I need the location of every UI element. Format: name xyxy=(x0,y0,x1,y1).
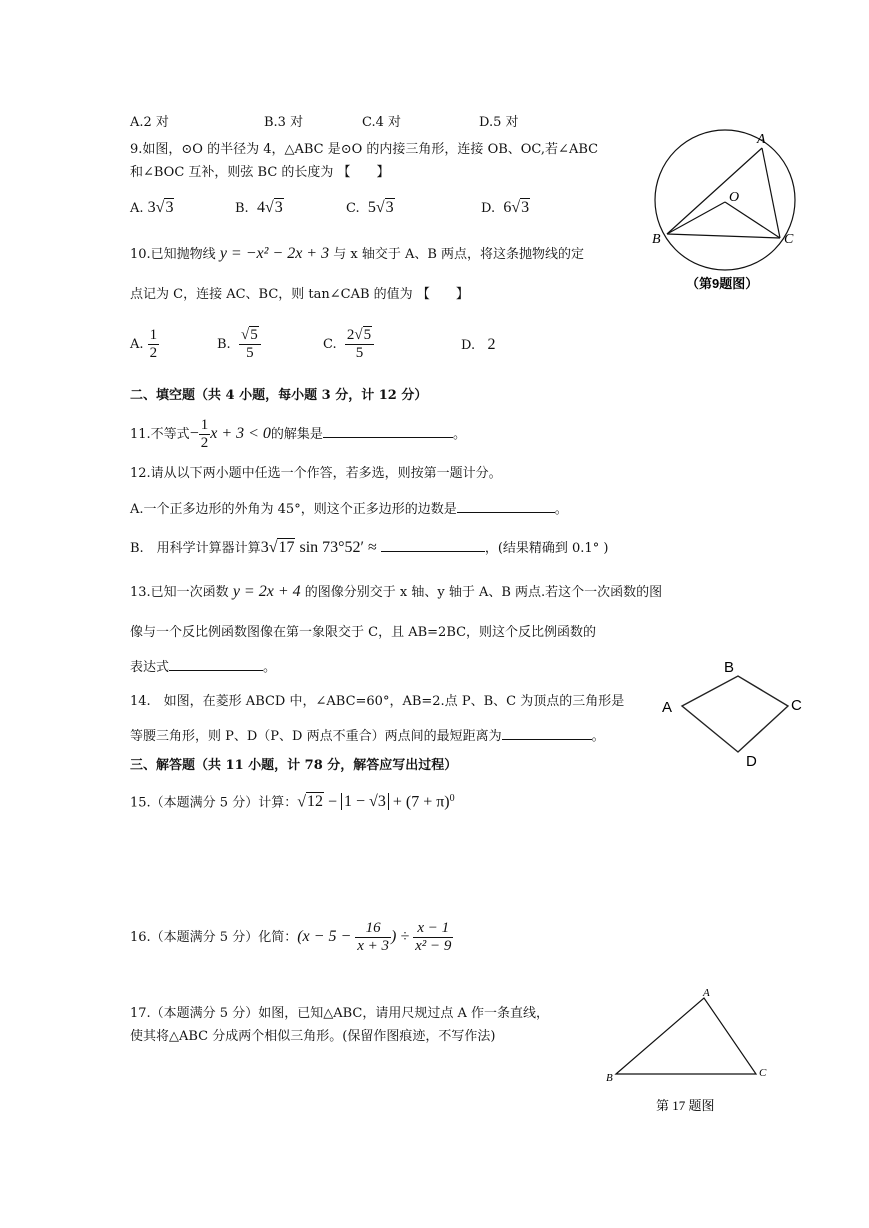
circle-o xyxy=(655,130,795,270)
text: 。 xyxy=(554,502,568,517)
sqrt-sign: √ xyxy=(297,793,306,811)
fraction xyxy=(199,417,211,452)
text: B. 用科学计算器计算 xyxy=(130,541,261,556)
q9-option-d xyxy=(481,199,530,218)
q14-line1: 14. 如图，在菱形 ABCD 中，∠ABC=60°，AB=2.点 P、B、C 为顶点的三角形是 xyxy=(130,694,625,709)
label-b: B xyxy=(606,1072,613,1084)
denominator: 5 xyxy=(246,345,254,361)
option-label: A. xyxy=(130,337,144,352)
q10-line1 xyxy=(130,245,584,264)
q13-line2: 像与一个反比例函数图像在第一象限交于 C，且 AB=2BC，则这个反比例函数的 xyxy=(130,625,597,640)
option-label: C. xyxy=(346,201,360,216)
option-coef: 3 xyxy=(147,199,156,216)
minus: − xyxy=(324,793,342,811)
expression-left: (x − 5 − xyxy=(297,928,356,945)
section-3-heading: 三、解答题（共 11 小题，计 78 分，解答应写出过程） xyxy=(130,758,458,773)
fraction xyxy=(239,327,261,362)
text: 等腰三角形，则 P、D（P、D 两点不重合）两点间的最短距离为 xyxy=(130,729,502,744)
q14-rhombus-figure xyxy=(660,658,810,768)
label-o: O xyxy=(729,190,740,205)
q13-line1 xyxy=(130,583,662,602)
text: A.一个正多边形的外角为 45°，则这个正多边形的边数是 xyxy=(130,502,457,517)
q9-circle-figure xyxy=(650,128,810,298)
label-c: C xyxy=(784,232,794,247)
answer-blank[interactable] xyxy=(457,500,555,513)
label-a: A xyxy=(703,987,710,999)
denominator: 2 xyxy=(149,345,158,361)
q10-option-c xyxy=(323,325,374,365)
text: 10.已知抛物线 xyxy=(130,247,220,262)
q8-option-c: C.4 对 xyxy=(362,115,402,130)
denominator: 5 xyxy=(355,345,364,361)
sqrt-sign: √ xyxy=(511,199,521,216)
option-coef: 4 xyxy=(256,199,265,216)
numerator: 1 xyxy=(200,417,209,433)
text: 15.（本题满分 5 分）计算： xyxy=(130,795,298,811)
segment-ac xyxy=(762,148,780,238)
text: ，(结果精确到 0.1° ) xyxy=(484,541,609,556)
label-a: A xyxy=(757,132,766,147)
answer-blank[interactable] xyxy=(323,425,453,438)
fraction xyxy=(355,920,391,955)
text: 11.不等式 xyxy=(130,427,190,442)
triangle-abc xyxy=(616,998,756,1074)
option-label: B. xyxy=(217,337,231,352)
q17-line2: 使其将△ABC 分成两个相似三角形。(保留作图痕迹，不写作法) xyxy=(130,1029,496,1044)
sqrt-sign: √ xyxy=(268,539,278,556)
radicand: 3 xyxy=(385,199,394,216)
denominator: 2 xyxy=(200,435,209,451)
trig-expression: sin 73°52′ ≈ xyxy=(295,539,381,556)
label-b: B xyxy=(652,232,661,247)
option-label: D. xyxy=(481,201,496,216)
option-label: B. xyxy=(235,201,249,216)
section-2-heading: 二、填空题（共 4 小题，每小题 3 分，计 12 分） xyxy=(130,388,428,403)
option-coef: 6 xyxy=(503,199,512,216)
q11 xyxy=(130,414,466,455)
exponent: 0 xyxy=(449,793,455,804)
answer-blank[interactable] xyxy=(502,727,592,740)
text: 。 xyxy=(591,729,605,744)
figure-caption: （第9题图） xyxy=(686,276,759,291)
numerator: 16 xyxy=(355,920,391,938)
fraction xyxy=(345,327,374,362)
radicand: 17 xyxy=(278,539,295,556)
numerator: √5 xyxy=(239,327,261,345)
q12-option-a xyxy=(130,500,568,519)
q10-option-a xyxy=(130,325,159,365)
q10-option-b xyxy=(217,325,261,365)
text: 16.（本题满分 5 分）化简： xyxy=(130,930,298,945)
radicand: 3 xyxy=(274,199,283,216)
q12-intro: 12.请从以下两小题中任选一个作答，若多选，则按第一题计分。 xyxy=(130,466,502,481)
q9-line1: 9.如图，⊙O 的半径为 4，△ABC 是⊙O 的内接三角形，连接 OB、OC,若∠ABC xyxy=(130,142,599,157)
numerator: x − 1 xyxy=(413,920,453,938)
answer-blank[interactable] xyxy=(381,539,485,552)
option-coef: 5 xyxy=(367,199,376,216)
label-d: D xyxy=(746,753,757,770)
radicand: 5 xyxy=(250,327,258,343)
q9-option-a xyxy=(130,199,174,218)
fraction xyxy=(148,327,160,362)
q14-line2 xyxy=(130,727,605,746)
radicand: 12 xyxy=(307,793,323,811)
numerator: 2√5 xyxy=(345,327,374,345)
coefficient: 2 xyxy=(346,327,355,343)
text: 的图像分别交于 x 轴、y 轴于 A、B 两点.若这个一次函数的图 xyxy=(300,585,663,600)
segment-ob xyxy=(667,202,725,234)
figure-caption: 第 17 题图 xyxy=(656,1098,715,1113)
text: 。 xyxy=(452,427,466,442)
sqrt-sign: √ xyxy=(264,199,274,216)
radicand: 5 xyxy=(363,327,372,343)
divide: ) ÷ xyxy=(391,928,414,945)
option-label: D. xyxy=(461,338,476,353)
q12-option-b xyxy=(130,539,608,558)
denominator: x² − 9 xyxy=(415,938,452,954)
label-c: C xyxy=(759,1067,767,1079)
q8-option-a: A.2 对 xyxy=(130,115,169,130)
q17-triangle-figure xyxy=(604,986,784,1116)
label-a: A xyxy=(662,699,673,716)
answer-blank[interactable] xyxy=(169,658,263,671)
q8-option-b: B.3 对 xyxy=(264,115,304,130)
absolute-value: 1 − √3 xyxy=(341,793,389,810)
equation: y = 2x + 4 xyxy=(232,583,301,600)
equation: y = −x² − 2x + 3 xyxy=(219,245,330,262)
q16 xyxy=(130,915,453,960)
option-value: 2 xyxy=(487,336,496,353)
inequality: x + 3 < 0 xyxy=(210,425,271,442)
q15 xyxy=(130,790,455,812)
q9-option-b xyxy=(235,199,284,218)
text: 与 x 轴交于 A、B 两点，将这条抛物线的定 xyxy=(329,247,585,262)
segment-ab xyxy=(667,148,762,234)
segment-bc xyxy=(667,234,780,238)
plus-term: + (7 + π) xyxy=(388,793,450,811)
coefficient: 3 xyxy=(260,539,269,556)
sqrt-sign: √ xyxy=(155,199,165,216)
q13-line3 xyxy=(130,658,276,677)
q17-line1: 17.（本题满分 5 分）如图，已知△ABC，请用尺规过点 A 作一条直线， xyxy=(130,1006,549,1021)
text: 13.已知一次函数 xyxy=(130,585,233,600)
label-c: C xyxy=(791,697,802,714)
rhombus-abcd xyxy=(682,676,788,752)
q10-line2: 点记为 C，连接 AC、BC，则 tan∠CAB 的值为 【 】 xyxy=(130,287,469,302)
q10-option-d xyxy=(461,336,496,355)
segment-oc xyxy=(725,202,780,238)
radicand: 3 xyxy=(165,199,174,216)
q9-line2: 和∠BOC 互补，则弦 BC 的长度为 【 】 xyxy=(130,165,390,180)
text: 的解集是 xyxy=(270,427,323,442)
q9-option-c xyxy=(346,199,395,218)
text: 。 xyxy=(263,660,277,675)
minus: − xyxy=(189,425,199,442)
option-label: C. xyxy=(323,337,337,352)
numerator: 1 xyxy=(149,327,158,343)
fraction xyxy=(413,920,453,955)
label-b: B xyxy=(724,659,735,676)
q8-option-d: D.5 对 xyxy=(479,115,519,130)
option-label: A. xyxy=(130,201,144,216)
text: 表达式 xyxy=(130,660,170,675)
sqrt-sign: √ xyxy=(375,199,385,216)
denominator: x + 3 xyxy=(357,938,390,954)
radicand: 3 xyxy=(521,199,530,216)
